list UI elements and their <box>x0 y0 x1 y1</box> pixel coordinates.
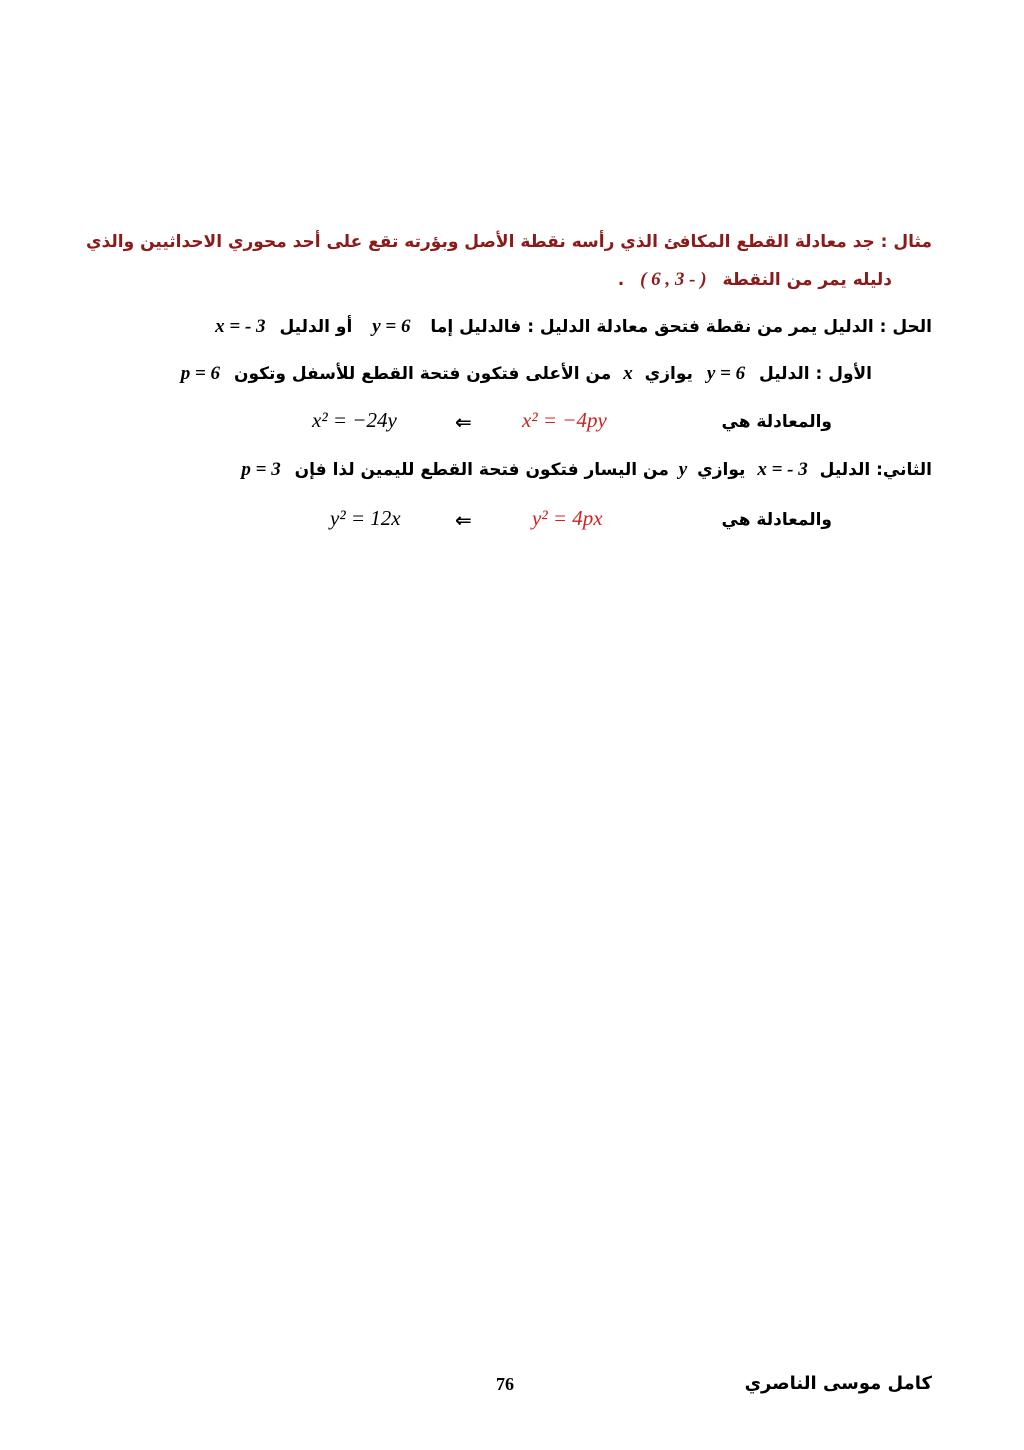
first-case-line <box>173 362 872 386</box>
second-general-equation <box>532 506 603 530</box>
second-equation-label <box>722 508 832 532</box>
second-axis: y <box>678 459 688 480</box>
problem-point: ( 6 , 3 - ) <box>640 269 707 290</box>
problem-line-1 <box>86 230 932 254</box>
solution-or-text: أو الدليل <box>279 317 353 337</box>
second-general-equation-text: y² = 4px <box>532 506 603 530</box>
first-result-equation <box>312 408 397 432</box>
first-parallel-text: يوازي <box>644 364 693 384</box>
implies-arrow-2 <box>455 508 472 532</box>
footer-author <box>745 1372 932 1396</box>
second-case-label: الثاني: الدليل <box>819 460 932 480</box>
second-parallel-text: يوازي <box>697 460 746 480</box>
equation-label-2: والمعادلة هي <box>721 510 832 530</box>
second-p-value: p = 3 <box>241 459 281 480</box>
first-case-label: الأول : الدليل <box>759 364 872 384</box>
page-number <box>496 1372 514 1396</box>
problem-text-1: مثال : جد معادلة القطع المكافئ الذي رأسه نقطة الأصل وبؤرته تقع على أحد محوري الاحداثيين والذي <box>85 232 932 252</box>
problem-text-2: دليله يمر من النقطة <box>722 270 892 290</box>
second-case-text: من اليسار فتكون فتحة القطع لليمين لذا فإن <box>294 460 669 480</box>
solution-intro-line <box>207 315 932 339</box>
implies-arrow-2-glyph: ⇐ <box>455 508 472 532</box>
second-case-line <box>233 458 932 482</box>
directrix-eq-x: x = - 3 <box>215 316 266 337</box>
first-result-equation-text: x² = −24y <box>312 408 397 432</box>
second-result-equation-text: y² = 12x <box>330 506 401 530</box>
implies-arrow-1 <box>455 410 472 434</box>
page-number-text: 76 <box>496 1374 514 1394</box>
first-directrix-eq: y = 6 <box>706 363 746 384</box>
first-case-text: من الأعلى فتكون فتحة القطع للأسفل وتكون <box>233 364 612 384</box>
second-directrix-eq: x = - 3 <box>757 459 808 480</box>
second-result-equation <box>330 506 401 530</box>
footer-author-text: كامل موسى الناصري <box>744 1373 932 1394</box>
directrix-eq-y: y = 6 <box>372 316 411 337</box>
problem-line-2 <box>618 268 892 292</box>
equation-label-1: والمعادلة هي <box>721 412 832 432</box>
first-axis: x <box>623 363 633 384</box>
first-equation-label <box>722 410 832 434</box>
first-p-value: p = 6 <box>180 363 221 384</box>
first-general-equation-text: x² = −4py <box>522 408 607 432</box>
solution-intro-label: الحل : الدليل يمر من نقطة فتحق معادلة الدليل : فالدليل إما <box>430 317 932 337</box>
problem-end: . <box>617 270 625 290</box>
first-general-equation <box>522 408 607 432</box>
implies-arrow-1-glyph: ⇐ <box>455 410 472 434</box>
